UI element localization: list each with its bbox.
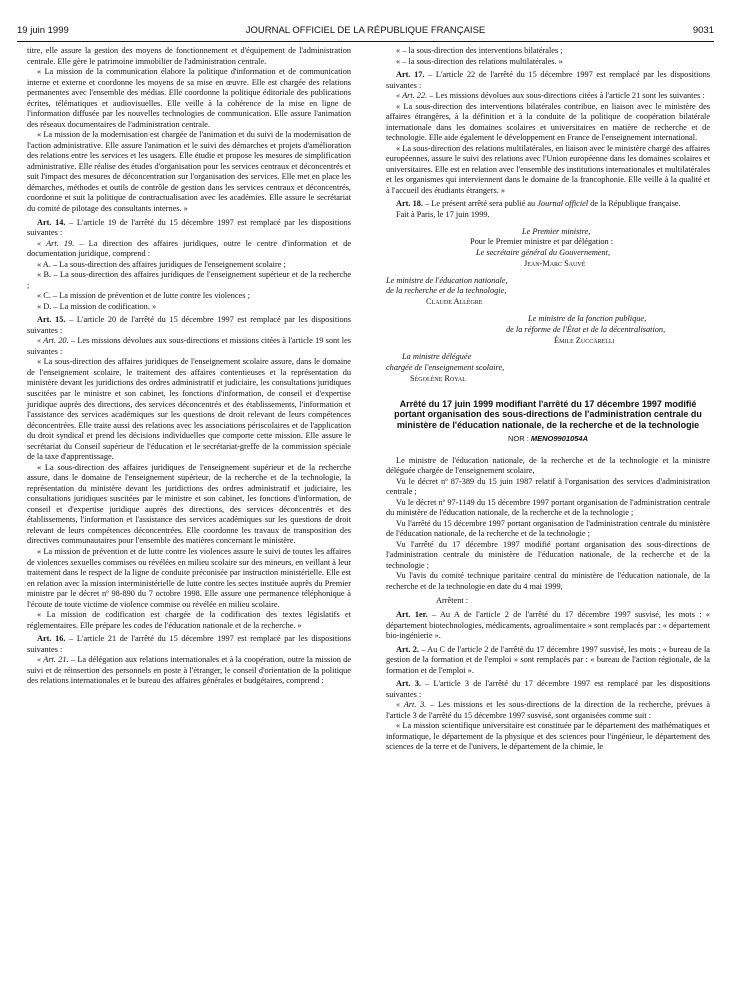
signatory-title: Le Premier ministre,: [522, 226, 591, 236]
article-label: « Art. 3.: [396, 700, 427, 710]
paragraph: « La sous-direction des interventions bilatérales contribue, en liaison avec le ministère des affaires étrangères, à la définition et à la conduite de la politique de coopération bilatérale internationale dans les domaines scolaires et universitaires en matière de recherche et de technologie. Elle aide également le développement en France de l'enseignement international.: [386, 101, 710, 143]
signatory-title: chargée de l'enseignement scolaire,: [386, 363, 505, 373]
article-1: Art. 1er. – Au A de l'article 2 de l'arrêté du 17 décembre 1997 susvisé, les mots : « département biotechnologies, médicaments, agroalimentaire » sont remplacés par : « département bio-ingénierie ».: [386, 610, 710, 641]
paragraph: « La mission de la modernisation est chargée de l'animation et du suivi de la modernisation de l'action administrative. Elle assure l'animation et le suivi des démarches et projets d'amélioration des relations entre les services et les usagers. Elle étudie et propose les mesures de simplification administrative. Elle réalise des études d'organisation pour les services centraux et déconcentrés et suit l'impact des mesures de déconcentration sur l'organisation des services. Elle met en place les démarches, méthodes et outils de contrôle de gestion dans les services centraux et déconcentrés, coordonne et suit la politique de contractualisation avec les académies. Elle assure le secrétariat du comité de pilotage des consultants internes. »: [27, 130, 351, 213]
signatory-title: La ministre déléguée: [402, 352, 472, 362]
list-item: « C. – La mission de prévention et de lutte contre les violences ;: [37, 291, 250, 301]
nor-reference: NOR : MENO9901054A: [507, 434, 589, 444]
list-item: « – la sous-direction des interventions bilatérales ;: [396, 46, 563, 55]
list-item: « – la sous-direction des relations multilatérales. »: [396, 56, 563, 66]
visa: Vu l'arrêté du 15 décembre 1997 portant organisation de l'administration centrale du ministère de l'éducation nationale, de la recherche et de la technologie ;: [386, 518, 710, 539]
header-date: 19 juin 1999: [17, 25, 69, 36]
paragraph: Le ministre de l'éducation nationale, de la recherche et de la technologie et la ministre déléguée chargée de l'enseignement scolaire,: [386, 455, 710, 476]
signatory-title: Le secrétaire général du Gouvernement,: [476, 248, 611, 258]
header-journal-title: JOURNAL OFFICIEL DE LA RÉPUBLIQUE FRANÇAISE: [245, 25, 486, 36]
header-rule: [17, 41, 714, 42]
paragraph: « La sous-direction des relations multilatérales, en liaison avec le ministère chargé des affaires européennes, assure le suivi des relations avec l'Union européenne dans les domaines scolaires et universitaires. Elle est en relation avec l'ensemble des institutions internationales et multilatérales et les organismes qui interviennent dans le domaine de la francophonie. Elle veille à la qualité et à l'accueil des étudiants étrangers. »: [386, 143, 710, 195]
article-16: Art. 16. – L'article 21 de l'arrêté du 15 décembre 1997 est remplacé par les dispositions suivantes :: [27, 634, 351, 654]
list-item: « B. – La sous-direction des affaires juridiques de l'enseignement supérieur et de la recherche ;: [27, 270, 351, 290]
signature-place-date: Fait à Paris, le 17 juin 1999.: [396, 209, 490, 219]
article-18: Art. 18. – Le présent arrêté sera publié au Journal officiel de la République française.: [396, 199, 681, 209]
article-2: Art. 2. – Au C de l'article 2 de l'arrêté du 17 décembre 1997 susvisé, les mots : « bureau de la gestion de la formation et de l'emploi » sont remplacés par : « bureau de l'action régionale, de la formation et de l'emploi ».: [386, 644, 710, 675]
article-label: Art. 1er.: [396, 610, 428, 619]
article-20: « Art. 20. – Les missions dévolues aux sous-directions et missions citées à l'article 19 sont les suivantes :: [27, 336, 351, 356]
signatory-title: Le ministre de la fonction publique,: [528, 313, 647, 323]
signatory-name: Jean-Marc Sauvé: [524, 258, 586, 268]
article-22: « Art. 22. – Les missions dévolues aux sous-directions citées à l'article 21 sont les suivantes :: [396, 91, 705, 101]
signatory-title: de la réforme de l'État et de la décentralisation,: [506, 324, 666, 334]
article-label: « Art. 22.: [396, 91, 428, 101]
article-label: Art. 17.: [396, 70, 425, 80]
article-19: « Art. 19. – La direction des affaires juridiques, outre le centre d'information et de documentation juridique, comprend :: [27, 238, 351, 259]
visa: Vu l'avis du comité technique paritaire central du ministère de l'éducation nationale, de la recherche et de la technologie en date du 4 mai 1999,: [386, 571, 710, 591]
list-item: « D. – La mission de codification. »: [37, 301, 157, 311]
paragraph: « La mission de la communication élabore la politique d'information et de communication interne et externe et coordonne les moyens de sa mise en œuvre. Elle est chargée des relations permanentes avec l'ensemble des médias. Elle coordonne la politique éditoriale des publications écrites, télématiques et audiovisuelles. Elle veille à la cohérence de la mise en ligne de l'information diffusée par les nouvelles technologies de communication. Elle assure l'animation des réseaux documentaires de l'administration centrale.: [27, 67, 351, 129]
article-label: Art. 18.: [396, 199, 423, 209]
article-15: Art. 15. – L'article 20 de l'arrêté du 15 décembre 1997 est remplacé par les dispositions suivantes :: [27, 315, 351, 335]
paragraph: « La sous-direction des affaires juridiques de l'enseignement scolaire assure, dans le domaine de l'enseignement scolaire, le traitement des affaires contentieuses et la représentation du ministère devant les juridictions des ordres administratif et judiciaire, les consultations juridiques suscitées par le ministre et son cabinet, les fonctions d'information, de conseil et d'expertise juridique auprès des directions, des services déconcentrés et des établissements, l'information et l'assistance des services académiques sur les questions de droit relevant de leurs compétences déconcentrées. Elle traite aussi des relations avec les associations périscolaires et de l'application du droit syndical et prend les décisions individuelles que comporte cette mission. Elle assure le secrétariat du Conseil supérieur de l'éducation et le secrétariat-greffe de la commission spéciale de la taxe d'apprentissage.: [27, 357, 351, 462]
paragraph: titre, elle assure la gestion des moyens de fonctionnement et d'équipement de l'administration centrale. Elle gère le patrimoine immobilier de l'administration centrale.: [27, 46, 351, 66]
paragraph: « La sous-direction des affaires juridiques de l'enseignement supérieur et de la recherche assure, dans le domaine de l'enseignement supérieur, de la recherche et de la technologie, la représentation du ministère devant les juridictions des ordres administratif et judiciaire, les consultations juridiques suscitées par le ministre et son cabinet, les fonctions d'information, de conseil et d'expertise juridique auprès des directions, des services déconcentrés et des établissements, l'information et l'assistance des services académiques sur les questions de droit relevant de leurs compétences déconcentrées. Elle coordonne les travaux de transposition des directives communautaires pour l'ensemble des matières concernant le ministère.: [27, 462, 351, 546]
article-label: « Art. 21.: [37, 655, 69, 665]
signatory-title: Le ministre de l'éducation nationale,: [386, 275, 508, 285]
signatory-name: Ségolène Royal: [410, 373, 466, 383]
signatory-name: Claude Allègre: [426, 297, 483, 307]
right-column: [386, 46, 710, 753]
article-label: Art. 15.: [37, 315, 66, 325]
article-17: Art. 17. – L'article 22 de l'arrêté du 15 décembre 1997 est remplacé par les dispositions suivantes :: [386, 70, 710, 90]
arretent: Arrêtent :: [436, 596, 469, 606]
article-14: Art. 14. – L'article 19 de l'arrêté du 15 décembre 1997 est remplacé par les dispositions suivantes :: [27, 217, 351, 238]
paragraph: « La mission scientifique universitaire est constituée par le département des mathématiques et informatique, le département de la physique et des sciences pour l'ingénieur, le département des sciences de la terre et de l'univers, le département de la chimie, le: [386, 721, 710, 752]
signatory-title: de la recherche et de la technologie,: [386, 286, 507, 296]
nor-code: MENO9901054A: [530, 434, 589, 444]
paragraph: « La mission de prévention et de lutte contre les violences assure le suivi de toutes les affaires de violences sexuelles commises ou révélées en milieu scolaire sur des mineurs, en veillant à leur traitement dans le respect de la ligne de conduite préconisée par instruction ministérielle. Elle est en relation avec la mission interministérielle de lutte contre les sectes instituée auprès du Premier ministre par le décret nº 98-890 du 7 octobre 1998. Elle assure une permanence téléphonique à l'écoute de toute victime de violence commise ou révélée en milieu scolaire.: [27, 546, 351, 609]
visa: Vu l'arrêté du 17 décembre 1997 modifié portant organisation des sous-directions de l'administration centrale du ministère de l'éducation nationale, de la recherche et de la technologie ;: [386, 539, 710, 570]
header-page-number: 9031: [692, 25, 714, 36]
left-column: [27, 46, 351, 687]
article-3-quoted: « Art. 3. – Les missions et les sous-directions de la direction de la recherche, prévues à l'article 3 de l'arrêté du 15 décembre 1997 susvisé, sont organisées comme suit :: [386, 700, 710, 720]
signatures: [386, 227, 710, 385]
signatory-delegation: Pour le Premier ministre et par délégation :: [470, 237, 614, 247]
article-label: Art. 2.: [396, 644, 419, 654]
article-label: Art. 14.: [37, 217, 66, 227]
list-item: « A. – La sous-direction des affaires juridiques de l'enseignement scolaire ;: [37, 259, 286, 269]
article-label: « Art. 20.: [37, 336, 69, 346]
visa: Vu le décret nº 97-1149 du 15 décembre 1997 portant organisation de l'administration centrale du ministère de l'éducation nationale, de la recherche et de la technologie ;: [386, 497, 710, 518]
paragraph: « La mission de codification est chargée de la codification des textes législatifs et réglementaires. Elle prépare les codes de l'éducation nationale et de la recherche. »: [27, 610, 351, 630]
article-3: Art. 3. – L'article 3 de l'arrêté du 17 décembre 1997 est remplacé par les dispositions suivantes :: [386, 679, 710, 699]
article-label: « Art. 19.: [37, 238, 75, 248]
signatory-name: Émile Zuccarelli: [554, 335, 615, 345]
visa: Vu le décret nº 87-389 du 15 juin 1987 relatif à l'organisation des services d'administration centrale ;: [386, 476, 710, 497]
article-21: « Art. 21. – La délégation aux relations internationales et à la coopération, outre la mission de suivi et de réinsertion des personnels en poste à l'étranger, le conseil d'orientation de la politique des relations internationales et le bureau des affaires générales et budgétaires, comprend :: [27, 655, 352, 686]
decree-title: Arrêté du 17 juin 1999 modifiant l'arrêté du 17 décembre 1997 modifié portant organisation des sous-directions de l'administration centrale du ministère de l'éducation nationale, de la recherche et de la technologie: [394, 398, 702, 431]
article-label: Art. 16.: [37, 634, 66, 644]
article-label: Art. 3.: [396, 679, 421, 689]
